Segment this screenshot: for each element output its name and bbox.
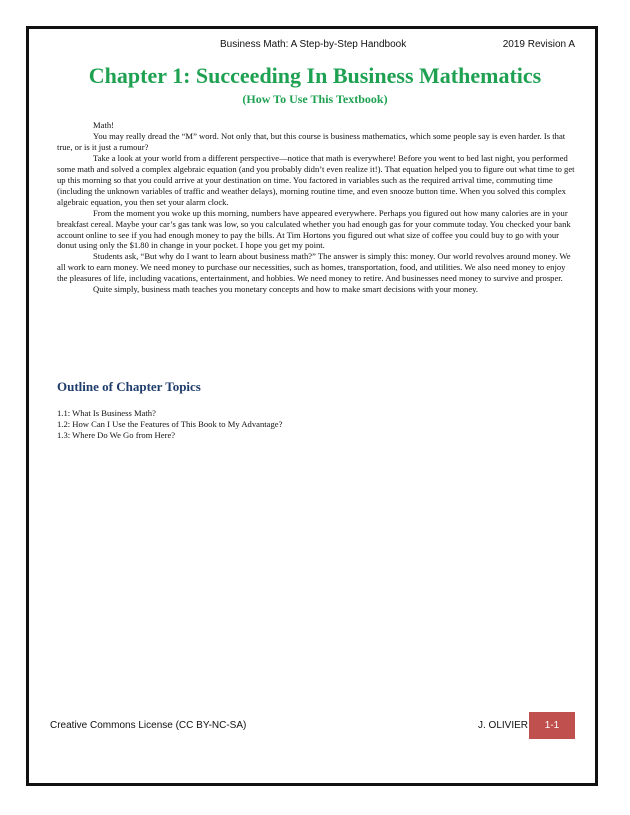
outline-item-1-1[interactable]: 1.1: What Is Business Math? [57,408,156,418]
book-title: Business Math: A Step-by-Step Handbook [220,39,407,50]
body-paragraph: Take a look at your world from a different perspective—notice that math is everywhere! Before you went to bed last night, you performed some math and solved a complex algebraic equation (and you probably didn’t even realize it!). That equation helped you to figure out what time to get up this morning so that you could arrive at your destination on time. You factored in variables such as the required arrival time, commuting time (including the unknown variables of traffic and weather delays), morning routine time, and even snooze button time. When you solved this complex algebraic equation, you then set your alarm clock. [57,152,575,207]
chapter-title: Chapter 1: Succeeding In Business Mathematics [88,63,542,88]
body-paragraph: Students ask, “But why do I want to learn about business math?” The answer is simply this: money. Our world revolves around money. We all work to earn money. We need money to purchase our necessities, such as homes, transportation, food, and utilities. We also need money to enjoy the pleasures of life, including vacations, entertainment, and hobbies. We need money to retire. And businesses need money to survive and prosper. [57,251,571,284]
body-paragraph: Math! [93,120,115,130]
author-name: J. OLIVIER [478,720,529,731]
outline-heading: Outline of Chapter Topics [57,379,201,394]
body-paragraph: Quite simply, business math teaches you monetary concepts and how to make smart decisions with your money. [93,284,479,295]
outline-item-1-3[interactable]: 1.3: Where Do We Go from Here? [57,430,176,440]
chapter-body [57,120,577,295]
page-footer [0,712,630,740]
license-text: Creative Commons License (CC BY-NC-SA) [50,720,247,731]
revision-label: 2019 Revision A [502,39,575,50]
page-header [0,39,630,53]
page-number-badge: 1-1 [529,712,575,739]
body-paragraph: You may really dread the “M” word. Not only that, but this course is business mathematics, which some people say is even harder. Is that true, or is it just a rumour? [57,130,566,152]
body-paragraph: From the moment you woke up this morning, numbers have appeared everywhere. Perhaps you figured out how many calories are in your breakfast cereal. Maybe your car’s gas tank was low, so you calculated whether you had enough gas for your commute today. You checked your bank account online to see if you had enough money to pay the bills. At Tim Hortons you figured out what size of coffee you could buy to go with your donut using only the $1.80 in change in your pocket. I hope you get my point. [57,207,571,251]
chapter-subtitle: (How To Use This Textbook) [242,92,388,106]
outline-list [57,408,282,441]
outline-item-1-2[interactable]: 1.2: How Can I Use the Features of This Book to My Advantage? [57,419,283,429]
